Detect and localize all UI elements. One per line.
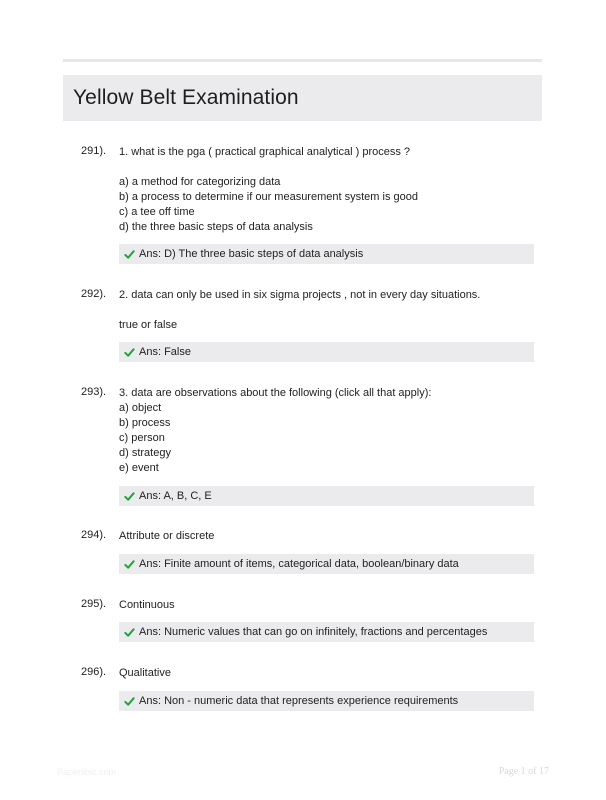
page-indicator: Page 1 of 17 [498,766,549,777]
checkmark-icon [124,491,135,502]
option-c: c) person [119,432,165,444]
option-d: d) strategy [119,447,171,459]
option-d: d) the three basic steps of data analysis [119,221,313,233]
answer-text: Ans: Non - numeric data that represents experience requirements [139,695,459,707]
checkmark-icon [124,559,135,570]
question-text: 1. what is the pga ( practical graphical analytical ) process ? [119,146,411,158]
question-option: true or false [119,319,178,331]
answer-text: Ans: Finite amount of items, categorical data, boolean/binary data [139,558,459,570]
question-number: 294). [81,529,107,541]
answer-box [119,622,534,642]
footer-watermark: Paperlibic.com [57,767,117,777]
question-number: 292). [81,288,107,300]
answer-box [119,486,534,506]
question-text: Qualitative [119,667,171,679]
answer-box [119,554,534,574]
question-text: Continuous [119,599,175,611]
question-text: 3. data are observations about the following (click all that apply): [119,387,432,399]
question-number: 293). [81,386,107,398]
option-e: e) event [119,462,159,474]
document-title: Yellow Belt Examination [73,86,299,109]
option-b: b) a process to determine if our measurement system is good [119,191,418,203]
question-text: Attribute or discrete [119,530,215,542]
option-b: b) process [119,417,171,429]
answer-box [119,691,534,711]
answer-text: Ans: D) The three basic steps of data analysis [139,248,364,260]
checkmark-icon [124,347,135,358]
option-c: c) a tee off time [119,206,195,218]
question-text: 2. data can only be used in six sigma projects , not in every day situations. [119,289,481,301]
title-banner [63,75,542,121]
answer-text: Ans: Numeric values that can go on infinitely, fractions and percentages [139,626,488,638]
option-a: a) a method for categorizing data [119,176,281,188]
question-number: 291). [81,145,107,157]
checkmark-icon [124,627,135,638]
option-a: a) object [119,402,162,414]
checkmark-icon [124,249,135,260]
answer-text: Ans: False [139,346,191,358]
checkmark-icon [124,696,135,707]
answer-box [119,244,534,264]
answer-text: Ans: A, B, C, E [139,490,212,502]
top-divider [63,59,542,62]
answer-box [119,342,534,362]
question-number: 296). [81,666,107,678]
question-number: 295). [81,598,107,610]
